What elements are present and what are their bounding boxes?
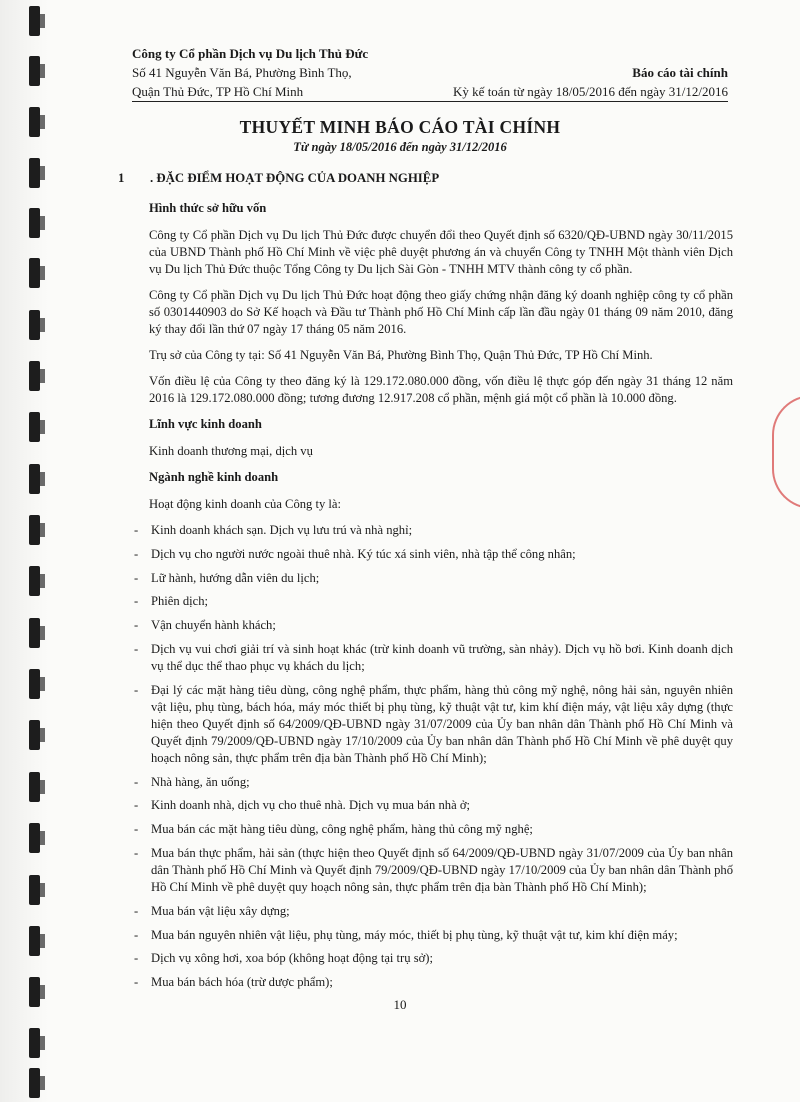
list-item-text: Phiên dịch;: [151, 594, 209, 609]
binding-hole: [29, 258, 40, 288]
section-title: . ĐẶC ĐIỂM HOẠT ĐỘNG CỦA DOANH NGHIỆP: [150, 171, 440, 185]
binding-hole: [29, 618, 40, 648]
section-content: [134, 200, 733, 991]
binding-hole: [29, 1068, 40, 1098]
list-item: [134, 974, 733, 991]
list-item: [134, 641, 733, 675]
list-item-text: Mua bán thực phẩm, hải sản (thực hiện theo Quyết định số 64/2009/QĐ-UBND ngày 31/07/2009 của Ủy ban nhân dân Thành phố Hồ Chí Minh và Quyết định 79/2009/QĐ-UBND ngày 17/10/2009 của Ủy ban nhân dân Thành phố Hồ Chí Minh về phê duyệt quy hoạch nông sản, thực phẩm trên địa bàn Thành phố Hồ Chí Minh);: [151, 845, 733, 894]
document-subtitle: Từ ngày 18/05/2016 đến ngày 31/12/2016: [293, 140, 507, 154]
list-item: [134, 522, 733, 539]
headquarters-paragraph: Trụ sở của Công ty tại: Số 41 Nguyễn Văn Bá, Phường Bình Thọ, Quận Thủ Đức, TP Hồ Chí Minh.: [149, 348, 653, 362]
report-period: Kỳ kế toán từ ngày 18/05/2016 đến ngày 31/12/2016: [453, 84, 728, 99]
list-item-text: Nhà hàng, ăn uống;: [151, 774, 250, 789]
list-item-text: Mua bán vật liệu xây dựng;: [151, 903, 290, 918]
list-item-text: Dịch vụ vui chơi giải trí và sinh hoạt khác (trừ kinh doanh vũ trường, sàn nhảy). Dịch vụ hồ bơi. Kinh doanh dịch vụ thể dục thể thao phục vụ khách du lịch;: [151, 641, 733, 673]
business-lines-list: [134, 522, 733, 991]
section-number: 1: [118, 171, 125, 185]
list-item-text: Kinh doanh nhà, dịch vụ cho thuê nhà. Dịch vụ mua bán nhà ở;: [151, 798, 470, 813]
dash-bullet: -: [134, 774, 139, 789]
list-item: [134, 821, 733, 838]
dash-bullet: -: [134, 570, 139, 585]
dash-bullet: -: [134, 975, 139, 990]
binding-hole: [29, 875, 40, 905]
binding-hole: [29, 361, 40, 391]
business-field-heading: Lĩnh vực kinh doanh: [149, 417, 262, 431]
charter-capital-paragraph: Vốn điều lệ của Công ty theo đăng ký là 129.172.080.000 đồng, vốn điều lệ thực góp đến ngày 31 tháng 12 năm 2016 là 129.172.080.000 đồng; tương đương 12.917.208 cổ phần, mệnh giá một cổ phần là 10.000 đồng.: [149, 374, 733, 405]
business-lines-intro: Hoạt động kinh doanh của Công ty là:: [149, 497, 342, 511]
dash-bullet: -: [134, 951, 139, 966]
dash-bullet: -: [134, 641, 139, 656]
list-item-text: Dịch vụ xông hơi, xoa bóp (không hoạt động tại trụ sở);: [151, 951, 433, 966]
company-address-line1: Số 41 Nguyễn Văn Bá, Phường Bình Thọ,: [132, 65, 352, 80]
business-lines-heading: Ngành nghề kinh doanh: [149, 470, 279, 484]
ownership-paragraph: Công ty Cổ phần Dịch vụ Du lịch Thủ Đức hoạt động theo giấy chứng nhận đăng ký doanh nghiệp công ty cổ phần số 0301440903 do Sở Kế hoạch và Đầu tư Thành phố Hồ Chí Minh cấp lần đầu ngày 01 tháng 09 năm 2010, đăng ký thay đổi lần thứ 07 ngày 17 tháng 05 năm 2016.: [149, 288, 733, 336]
company-name: Công ty Cổ phần Dịch vụ Du lịch Thủ Đức: [132, 46, 369, 61]
ownership-heading: Hình thức sở hữu vốn: [149, 201, 267, 215]
list-item: [134, 927, 733, 944]
dash-bullet: -: [134, 903, 139, 918]
ownership-paragraph: Công ty Cổ phần Dịch vụ Du lịch Thủ Đức được chuyển đổi theo Quyết định số 6320/QĐ-UBND ngày 30/11/2015 của UBND Thành phố Hồ Chí Minh về việc phê duyệt phương án và chuyển Công ty TNHH Một thành viên Dịch vụ Du lịch Thủ Đức thuộc Tổng Công ty Du lịch Sài Gòn - TNHH MTV thành công ty cổ phần.: [149, 228, 733, 276]
list-item: [134, 950, 733, 967]
list-item-text: Lữ hành, hướng dẫn viên du lịch;: [151, 570, 320, 585]
dash-bullet: -: [134, 927, 139, 942]
company-header: [132, 44, 368, 101]
dash-bullet: -: [134, 822, 139, 837]
dash-bullet: -: [134, 845, 139, 860]
binding-hole: [29, 158, 40, 188]
report-type: Báo cáo tài chính: [632, 65, 728, 80]
binding-hole: [29, 208, 40, 238]
binding-hole: [29, 720, 40, 750]
list-item: [134, 682, 733, 767]
page-number: 10: [393, 997, 407, 1012]
binding-hole: [29, 772, 40, 802]
company-address-line2: Quận Thủ Đức, TP Hồ Chí Minh: [132, 84, 304, 99]
ring-binding: [0, 0, 48, 1102]
list-item: [134, 774, 733, 791]
dash-bullet: -: [134, 682, 139, 697]
list-item-text: Dịch vụ cho người nước ngoài thuê nhà. Ký túc xá sinh viên, nhà tập thể công nhân;: [151, 546, 576, 561]
red-stamp-edge: [772, 395, 800, 509]
dash-bullet: -: [134, 594, 139, 609]
document-body: [118, 170, 733, 998]
list-item-text: Mua bán các mặt hàng tiêu dùng, công nghệ phẩm, hàng thủ công mỹ nghệ;: [151, 822, 533, 837]
list-item: [134, 845, 733, 896]
binding-hole: [29, 412, 40, 442]
list-item-text: Vận chuyển hành khách;: [151, 618, 276, 633]
list-item: [134, 797, 733, 814]
binding-hole: [29, 464, 40, 494]
list-item: [134, 617, 733, 634]
list-item: [134, 903, 733, 920]
binding-hole: [29, 56, 40, 86]
dash-bullet: -: [134, 618, 139, 633]
business-field-text: Kinh doanh thương mại, dịch vụ: [149, 444, 313, 458]
dash-bullet: -: [134, 523, 139, 537]
binding-hole: [29, 926, 40, 956]
section-heading: [118, 170, 733, 187]
list-item-text: Mua bán nguyên nhiên vật liệu, phụ tùng, máy móc, thiết bị phụ tùng, kỹ thuật vật tư, kim khí điện máy;: [151, 927, 678, 942]
header-divider: [132, 101, 728, 102]
binding-hole: [29, 823, 40, 853]
list-item-text: Kinh doanh khách sạn. Dịch vụ lưu trú và nhà nghỉ;: [151, 523, 413, 537]
dash-bullet: -: [134, 798, 139, 813]
binding-hole: [29, 669, 40, 699]
report-header: [453, 63, 728, 101]
binding-hole: [29, 6, 40, 36]
binding-hole: [29, 310, 40, 340]
list-item: [134, 593, 733, 610]
list-item-text: Mua bán bách hóa (trừ dược phẩm);: [151, 975, 333, 990]
binding-hole: [29, 566, 40, 596]
binding-hole: [29, 515, 40, 545]
list-item: [134, 570, 733, 587]
binding-hole: [29, 1028, 40, 1058]
list-item: [134, 546, 733, 563]
dash-bullet: -: [134, 546, 139, 561]
document-title: THUYẾT MINH BÁO CÁO TÀI CHÍNH: [239, 117, 561, 137]
list-item-text: Đại lý các mặt hàng tiêu dùng, công nghệ phẩm, thực phẩm, hàng thủ công mỹ nghệ, nông hải sản, nguyên nhiên vật liệu, phụ tùng, bách hóa, máy móc thiết bị phụ tùng, kỹ thuật vật tư, kim khí điện máy, vật liệu xây dựng (thực hiện theo Quyết định số 64/2009/QĐ-UBND ngày 31/07/2009 của Ủy ban nhân dân Thành phố Hồ Chí Minh và Quyết định 79/2009/QĐ-UBND ngày 17/10/2009 của Ủy ban nhân dân Thành phố Hồ Chí Minh về phê duyệt quy hoạch nông sản, thực phẩm trên địa bàn Thành phố Hồ Chí Minh);: [151, 682, 733, 765]
